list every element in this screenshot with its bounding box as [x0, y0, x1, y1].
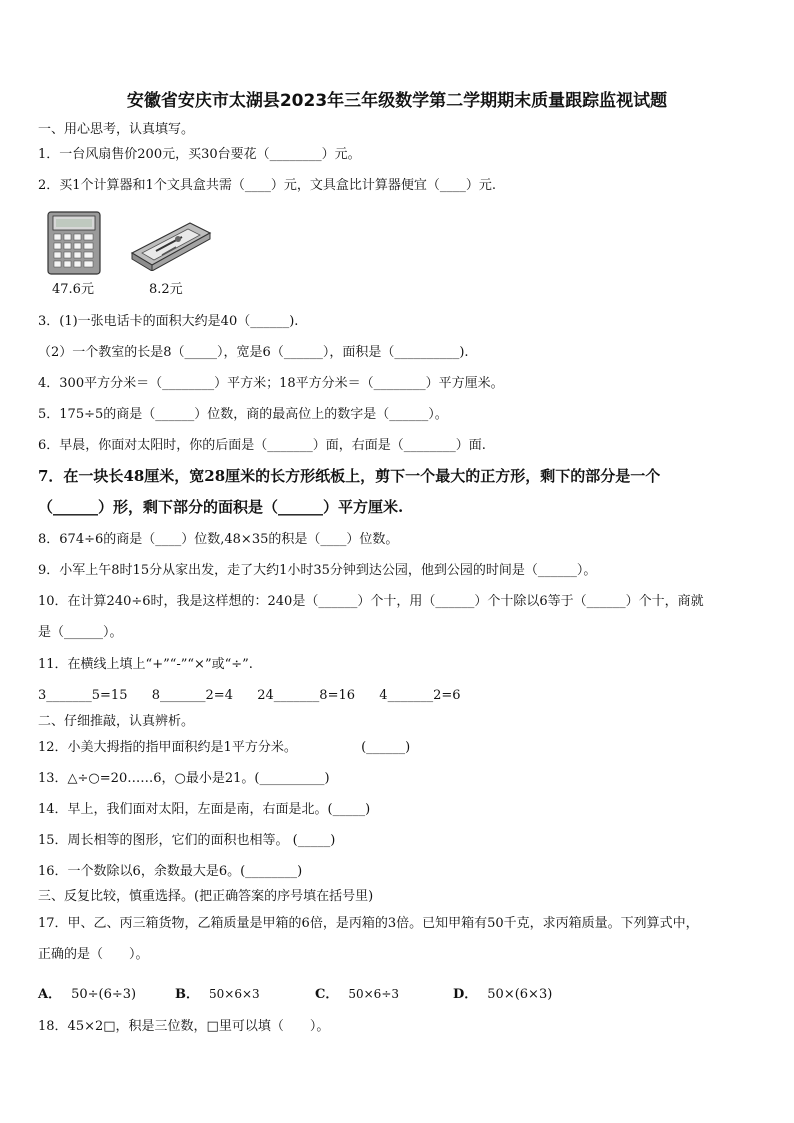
question-9: 9．小军上午8时15分从家出发，走了大约1小时35分钟到达公园，他到公园的时间是（______）。: [38, 563, 597, 578]
question-16: 16．一个数除以6，余数最大是6。(________): [38, 864, 303, 879]
question-1: 1．一台风扇售价200元，买30台要花（________）元。: [38, 147, 361, 162]
question-15: 15．周长相等的图形，它们的面积也相等。 (_____): [38, 833, 336, 848]
calculator-icon: [46, 210, 102, 276]
q11-item: 8_______2=4: [151, 688, 233, 703]
question-7-line-1: 7．在一块长48厘米，宽28厘米的长方形纸板上，剪下一个最大的正方形，剩下的部分是一个: [38, 467, 661, 485]
q11-item: 3_______5=15: [38, 688, 128, 703]
question-3-part-2: （2）一个教室的长是8（_____），宽是6（______），面积是（__________).: [38, 345, 469, 360]
question-3-part-1: 3．(1)一张电话卡的面积大约是40（______).: [38, 314, 299, 329]
question-17-line-1: 17．甲、乙、丙三箱货物，乙箱质量是甲箱的6倍，是丙箱的3倍。已知甲箱有50千克，求丙箱质量。下列算式中，: [38, 916, 699, 931]
question-4: 4．300平方分米＝（________）平方米；18平方分米＝（________）平方厘米。: [38, 376, 504, 391]
option-d[interactable]: D． 50×(6×3): [453, 987, 553, 1002]
q11-item: 24_______8=16: [257, 688, 356, 703]
section-2-heading: 二、仔细推敲，认真辨析。: [38, 714, 195, 729]
question-10-line-1: 10．在计算240÷6时，我是这样想的：240是（______）个十，用（______）个十除以6等于（______）个十，商就: [38, 594, 704, 609]
question-13: 13．△÷○=20……6，○最小是21。(__________): [38, 771, 330, 786]
question-6: 6．早晨，你面对太阳时，你的后面是（_______）面，右面是（________）面.: [38, 438, 486, 453]
question-17-line-2: 正确的是（ ）。: [38, 947, 149, 962]
section-1-heading: 一、用心思考，认真填写。: [38, 122, 195, 137]
pencil-case-price: 8.2元: [149, 282, 183, 297]
option-c[interactable]: C． 50×6÷3: [315, 987, 400, 1002]
q11-item: 4_______2=6: [379, 688, 461, 703]
question-14: 14．早上，我们面对太阳，左面是南，右面是北。(_____): [38, 802, 371, 817]
question-8: 8．674÷6的商是（____）位数,48×35的积是（____）位数。: [38, 532, 399, 547]
option-b[interactable]: B． 50×6×3: [175, 987, 260, 1002]
q12-answer-blank: (______): [361, 740, 411, 755]
question-7-line-2: （______）形，剩下部分的面积是（______）平方厘米.: [38, 498, 404, 516]
question-5: 5．175÷5的商是（______）位数，商的最高位上的数字是（______）。: [38, 407, 448, 422]
question-11-items: [38, 687, 754, 705]
question-12: 12．小美大拇指的指甲面积约是1平方分米。 (______): [38, 740, 411, 755]
pencil-case-icon: [126, 215, 214, 271]
page-title: 安徽省安庆市太湖县2023年三年级数学第二学期期末质量跟踪监视试题: [126, 91, 668, 111]
calculator-price: 47.6元: [52, 282, 94, 297]
question-10-line-2: 是（______）。: [38, 625, 123, 640]
question-11: 11．在横线上填上“+”“-”“×”或“÷”.: [38, 657, 253, 672]
question-2: 2．买1个计算器和1个文具盒共需（____）元，文具盒比计算器便宜（____）元.: [38, 178, 496, 193]
option-a[interactable]: A． 50÷(6÷3): [38, 987, 137, 1002]
question-18: 18．45×2□，积是三位数，□里可以填（ ）。: [38, 1019, 330, 1034]
question-17-options: [38, 983, 758, 1005]
section-3-heading: 三、反复比较，慎重选择。(把正确答案的序号填在括号里): [38, 889, 374, 904]
